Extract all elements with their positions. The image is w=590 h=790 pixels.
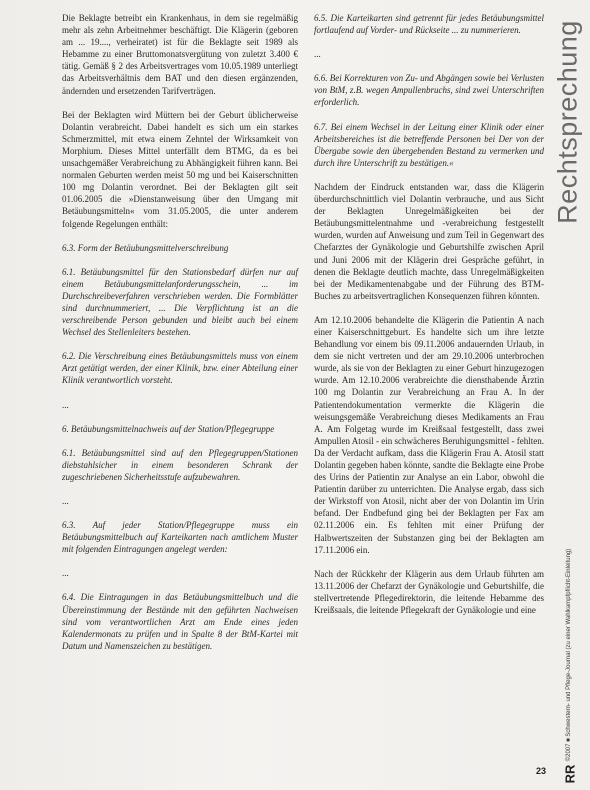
left-column-paragraph: ... [62,496,69,506]
right-text-column [314,12,544,628]
left-column-paragraph: 6. Betäubungsmittelnachweis auf der Station/Pflegegruppe [62,423,275,434]
journal-citation-text: ©2007 ■ Schwestern- und Pflege-Journal (zu einer Wahlkampfpflicht-Einleitung) [566,548,572,762]
left-column-paragraph: 6.3. Form der Betäubungsmittelverschreibung [62,242,229,253]
right-column-paragraph: 6.5. Die Karteikarten sind getrennt für jedes Betäubungsmittel fortlaufend auf Vorder- und Rückseite ... zu nummerieren. [314,13,544,36]
left-column-paragraph: 6.4. Die Eintragungen in das Betäubungsmittelbuch und die Übereinstimmung der Bestände mit den geführten Nachweisen sind vom verantwortlichen Arzt am Ende eines jeden Kalendermonats zu prüfen und in Spalte 8 der BtM-Kartei mit Datum und Namenszeichen zu bestätigen. [62,592,298,651]
left-column-paragraph: ... [62,568,69,579]
right-column-paragraph: Am 12.10.2006 behandelte die Klägerin die Patientin A nach einer Kaiserschnittgeburt. Es handelte sich um ihre letzte Behandlung vor einem bis 09.11.2006 andauernden Urlaub, in dem sie nicht vertreten und der am 29.10.2006 unterbrochen wurde, als sie von der Beklagten zu einer Geburt hinzugezogen wurde. Am 12.10.2006 verabreichte die diensthabende Ärztin 100 mg Dolantin zur Verabreichung an Frau A. In der Patientendokumentation vermerkte die Klägerin die weisungsgemäße Verabreichung dieses Medikaments an Frau A. Am Folgetag wurde im Kreißsaal festgestellt, dass zwei Ampullen Atosil - ein schwächeres Beruhigungsmittel - fehlten. Da der Verdacht aufkam, dass die Klägerin Frau A. Atosil statt Dolantin gegeben haben könnte, sandte die Beklagte eine Probe des Urins der Patientin zur Analyse an ein Labor, obwohl die Patientin darüber zu unterrichten. Die Analyse ergab, dass sich der Wirkstoff von Atosil, nicht aber der von Dolantin im Urin befand. Der Endbefund ging bei der Beklagten per Fax am 02.11.2006 ein. Es fehlten mit einer Prüfung der Halbwertszeiten der Substanzen ging bei der Beklagten am 17.11.2006 ein. [314,314,544,555]
section-title-text: Rechtsprechung [552,20,583,224]
left-column-paragraph: ... [62,399,69,410]
right-column-paragraph: Nach der Rückkehr der Klägerin aus dem Urlaub führten am 13.11.2006 der Chefarzt der Gynäkologie und Geburtshilfe, die stellvertretende Pflegedirektorin, die leitende Hebamme des Kreißsaals, die leitende Pflegekraft der Gynäkologie und eine [314,568,544,616]
left-column-paragraph: 6.3. Auf jeder Station/Pflegegruppe muss ein Betäubungsmittelbuch auf Karteikarten nach amtlichem Muster mit folgenden Eintragungen angelegt werden: [62,520,298,555]
left-text-column [62,12,298,664]
journal-logo [555,766,585,782]
left-column-paragraph: Die Beklagte betreibt ein Krankenhaus, in dem sie regelmäßig mehr als zehn Arbeitnehmer beschäftigt. Die Klägerin (geboren am ... 19...., verheiratet) ist für die Beklagte seit 1989 als Hebamme zu einer Bruttomonatsvergütung von zuletzt 3.400 € tätig. Gemäß § 2 des Arbeitsvertrages vom 10.05.1989 unterliegt das Arbeitsverhältnis dem BAT und den diesen ergänzenden, ändernden und ersetzenden Tarifverträgen. [62,13,298,96]
left-column-paragraph: 6.1. Betäubungsmittel für den Stationsbedarf dürfen nur auf einem Betäubungsmittelanforderungsschein, ... im Durchschreibeverfahren verschrieben werden. Die Formblätter sind durchnummeriert, ... Die Verpflichtung ist an die verschreibende Person gebunden und bleibt auch bei einem Wechsel des Stellenleiters bestehen. [62,266,298,338]
right-column-paragraph: 6.7. Bei einem Wechsel in der Leitung einer Klinik oder einer Arbeitsbereiches ist die betreffende Personen bei Der von der Übergabe sowie den übergebenden Bestand zu vermerken und durch ihre Unterschrift zu bestätigen.« [314,121,544,168]
left-column-paragraph: Bei der Beklagten wird Müttern bei der Geburt üblicherweise Dolantin verabreicht. Dabei handelt es sich um ein starkes Schmerzmittel, mit etwa einem Zehntel der Wirksamkeit von Morphium. Dieses Mittel unterfällt dem BTMG, da es bei unsachgemäßer Verabreichung zu Abhängigkeit führen kann. Bei normalen Geburten werden meist 50 mg und bei Kaiserschnitten 100 mg Dolantin verordnet. Bei der Beklagten gilt seit 01.06.2005 die »Dienstanweisung über den Umgang mit Betäubungsmitteln« vom 31.05.2005, die unter anderem folgende Regelungen enthält: [62,109,298,229]
section-title [548,12,588,232]
journal-logo-text: RR [562,764,578,784]
journal-citation [556,540,582,770]
right-column-paragraph: ... [314,49,321,60]
right-column-paragraph: 6.6. Bei Korrekturen von Zu- und Abgängen sowie bei Verlusten von BtM, z.B. wegen Ampullenbruchs, sind zwei Unterschriften erforderlich. [314,73,544,108]
left-column-paragraph: 6.1. Betäubungsmittel sind auf den Pflegegruppen/Stationen diebstahlsicher in einem besonderen Schrank der zugeschriebenen Sicherheitsstufe aufzubewahren. [62,447,298,482]
left-column-paragraph: 6.2. Die Verschreibung eines Betäubungsmittels muss von einem Arzt getätigt werden, der einer Klinik, bzw. einer Abteilung einer Klinik verantwortlich vorsteht. [62,351,298,386]
right-column-paragraph: Nachdem der Eindruck entstanden war, dass die Klägerin überdurchschnittlich viel Dolantin verbrauche, und aus Sicht der Beklagten Unregelmäßigkeiten bei der Betäubungsmittelentnahme und -verabreichung festgestellt wurden, wurden auf Anweisung und zum Teil in Gegenwart des Chefarztes der Gynäkologie und Geburtshilfe zwischen April und Juni 2006 mit der Klägerin drei Gespräche geführt, in denen die Beklagte deutlich machte, dass Unregelmäßigkeiten bei der Medikamentenabgabe und der Führung des BTM-Buches zu arbeitsvertraglichen Konsequenzen führen könnten. [314,181,544,301]
page-number: 23 [536,766,547,776]
